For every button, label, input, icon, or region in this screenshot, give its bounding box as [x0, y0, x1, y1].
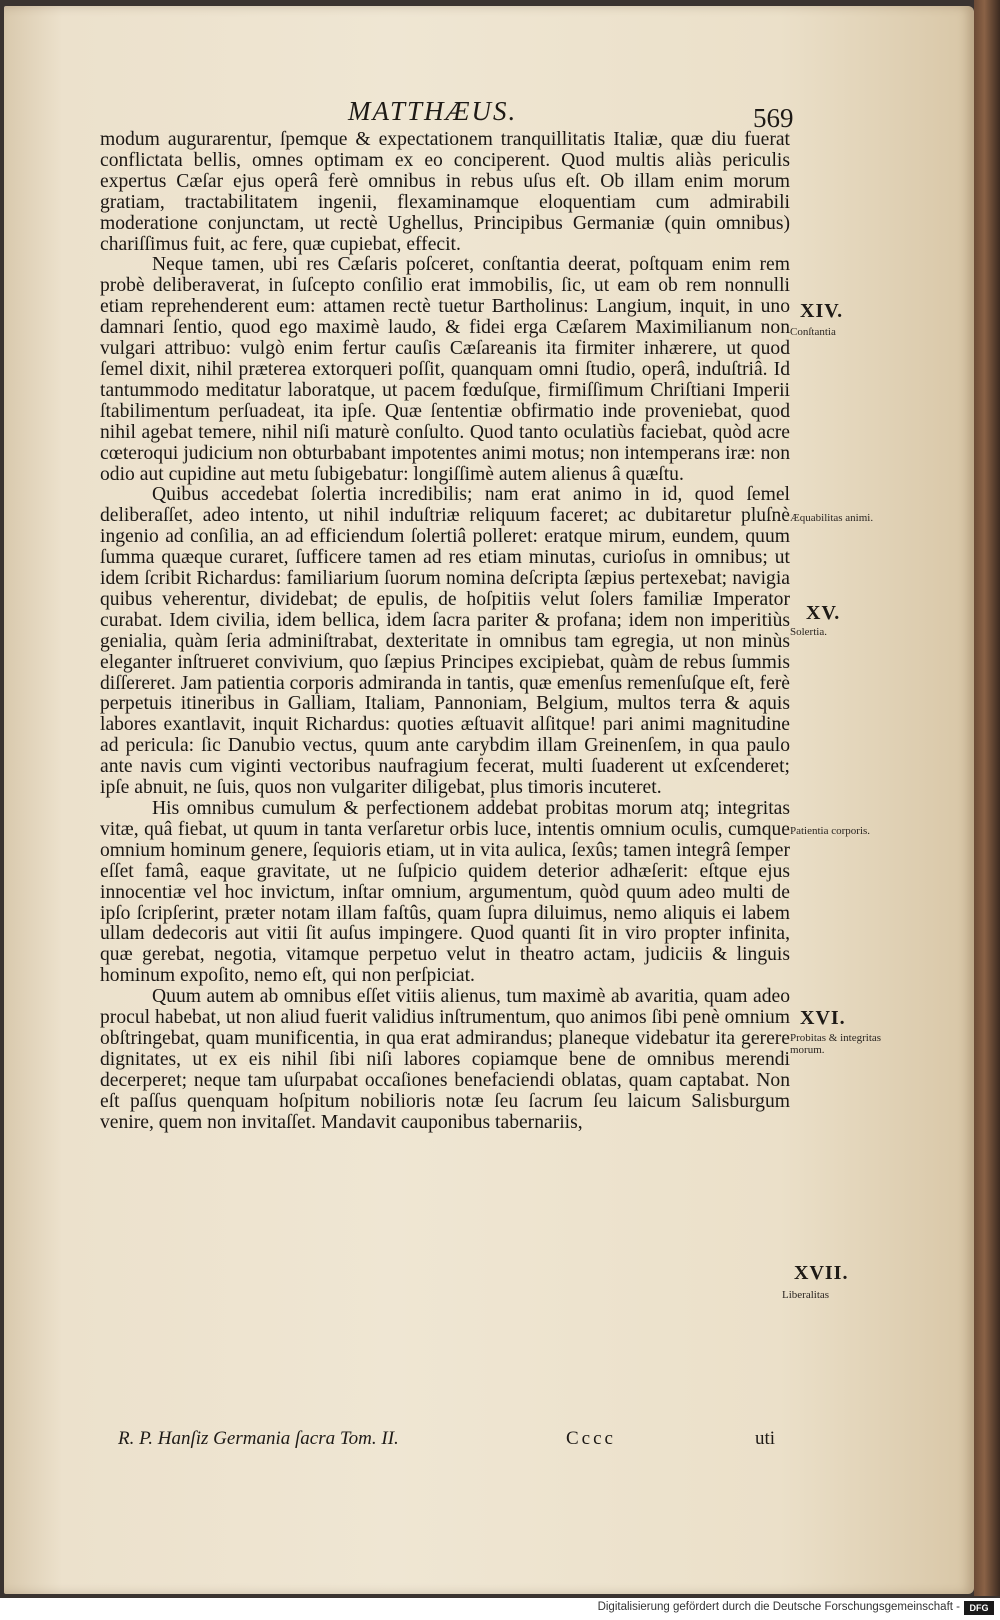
digitization-credit-text: Digitalisierung gefördert durch die Deutsche Forschungsgemeinschaft - [597, 1601, 960, 1613]
section-number-xv: XV. [806, 602, 841, 624]
paragraph-continuation: modum augurarentur, ſpemque & expectationem tranquillitatis Italiæ, quæ diu fuerat conflictata bellis, omnes optimam ex eo conciperent. Quod multis aliàs periculis expertus Cæſar ejus operâ ferè omnibus in rebus uſus eſt. Ob illam enim morum gratiam, tractabilitatem ingenii, flexaminamque eloquentiam cum admirabili moderatione conjunctam, ut rectè Ughellus, Principibus Germaniæ (quin omnibus) chariſſimus fuit, ac fere, quæ cupiebat, effecit. [100, 129, 790, 255]
paragraph-probitas: His omnibus cumulum & perfectionem addebat probitas morum atq; integritas vitæ, quâ fiebat, ut quum in tanta verſaretur orbis luce, intentis omnium oculis, cumque omnium hominum genere, ſequioris etiam, ut in vita aulica, ſexûs; tamen integrâ ſemper eſſet famâ, eaque gravitate, ut ne ſuſpicio quidem deterior adhæſerit: eſtque ejus innocentiæ vel hoc invictum, inſtar omnium, argumentum, quòd quum adeo multi de ipſo ſcripſerint, præter notam illam faſtûs, quam ſupra diluimus, nemo aliquis ei labem ullam dedecoris aut vitii ſit auſus impingere. Quod quanti ſit in viro propter infinita, quæ gerebat, negotia, vitamque perpetuo velut in theatro actam, judiciis & linguis hominum expoſito, nemo eſt, qui non perſpiciat. [100, 798, 790, 987]
margin-note-patientia: Patientia corporis. [790, 825, 871, 837]
running-header-title: MATTHÆUS. [348, 96, 518, 126]
footer-catchword: uti [755, 1428, 776, 1449]
margin-note-constantia: Conſtantia [790, 326, 836, 338]
section-number-xiv: XIV. [800, 300, 844, 322]
footer-signature-mark: Cccc [566, 1428, 616, 1449]
margin-note-liberalitas: Liberalitas [782, 1289, 830, 1301]
margin-note-solertia: Solertia. [790, 626, 827, 638]
page-number: 569 [753, 103, 794, 133]
section-number-xvi: XVI. [800, 1007, 846, 1029]
dfg-logo-icon: DFG [964, 1601, 994, 1615]
digitization-credit-bar [0, 1598, 1000, 1620]
main-text-block [100, 130, 790, 1134]
paragraph-constantia: Neque tamen, ubi res Cæſaris poſceret, conſtantia deerat, poſtquam enim rem probè deliberaverat, in ſuſcepto conſilio erat immobilis, ſic, ut eam ob rem nonnulli etiam reprehenderent eum: attamen rectè tuetur Bartholinus: Langium, inquit, in uno damnari ſentio, quod ego maximè laudo, & fidei erga Cæſarem Maximilianum non vulgari attribuo: vulgò enim fertur cauſis Cæſareanis ita firmiter inhærere, ut quod ſemel dixit, nihil præterea extorqueri poſſit, quanquam omni ſtudio, operâ, induſtriâ. Id tantummodo meditatur laboratque, ut pacem fœduſque, firmiſſimum Chriſtiani Imperii ſtabilimentum perſuadeat, ita ipſe. Quæ ſententiæ obfirmatio inde proveniebat, quod nihil agebat temere, nihil niſi maturè conſulto. Quod tanto oculatiùs faciebat, quòd acre cœteroqui judicium non obturbabant impotentes animi motus; non intemperans iræ: non odio aut cupidine aut metu ſubigebatur: longiſſimè autem alienus â quæſtu. [100, 254, 790, 485]
margin-note-aequabilitas: Æquabilitas animi. [790, 512, 874, 524]
section-number-xvii: XVII. [794, 1262, 849, 1284]
paragraph-liberalitas: Quum autem ab omnibus eſſet vitiis alienus, tum maximè ab avaritia, quam adeo procul habebat, ut non aliud fuerit validius inſtrumentum, quo animos ſibi penè omnium obſtringebat, quam munificentia, in qua erat admirandus; planeque videbatur ita gerere dignitates, ut ex eis nihil ſibi niſi labores copiamque bene de omnibus merendi decerperet; neque tam uſurpabat occaſiones benefaciendi oblatas, quam captabat. Non eſt paſſus quenquam hoſpitum nobilioris notæ ſeu ſacrum ſeu laicum Salisburgum venire, quem non invitaſſet. Mandavit cauponibus tabernariis, [100, 986, 790, 1133]
book-binding-edge [974, 0, 1000, 1596]
paragraph-solertia: Quibus accedebat ſolertia incredibilis; nam erat animo in id, quod ſemel deliberaſſet, adeo intento, ut nihil induſtriæ reliquum faceret; ac dubitaretur pluſnè ingenio ad conſilia, an ad efficiendum ſolertiâ polleret: eratque mirum, eundem, quum ſumma quæque curaret, ſufficere tamen ad res etiam minutas, curioſus in omnibus; ut idem ſcribit Richardus: familiarium ſuorum nomina deſcripta ſæpius pertexebat; navigia quibus veherentur, dividebat; de epulis, de hoſpitiis velut ſolers familiæ Imperator curabat. Idem civilia, idem bellica, idem ſacra pariter & profana; idem non imperitiùs genialia, quàm ſeria adminiſtrabat, dexteritate in omnibus tam egregia, ut non minùs eleganter inſtrueret convivium, quo ſæpius Principes excipiebat, quàm de rebus ſummis diſſereret. Jam patientia corporis admiranda in tantis, quæ emenſus remenſuſque eſt, ferè perpetuis itineribus in Galliam, Italiam, Pannoniam, Belgium, multos terra & aquis labores exantlavit, inquit Richardus: quoties æſtuavit alſitque! pari animi magnitudine ad pericula: ſic Danubio vectus, quum ante carybdim illam Greinenſem, in qua paulo ante navis cum viginti vectoribus naufragium fecerat, multi ſuaderent ut exſcenderet; ipſe abnuit, ne ſuis, quos non vulgariter diligebat, plus timoris incuteret. [100, 484, 790, 799]
footer-source-reference: R. P. Hanſiz Germania ſacra Tom. II. [118, 1428, 399, 1449]
margin-note-probitas: Probitas & integritas morum. [790, 1032, 882, 1056]
